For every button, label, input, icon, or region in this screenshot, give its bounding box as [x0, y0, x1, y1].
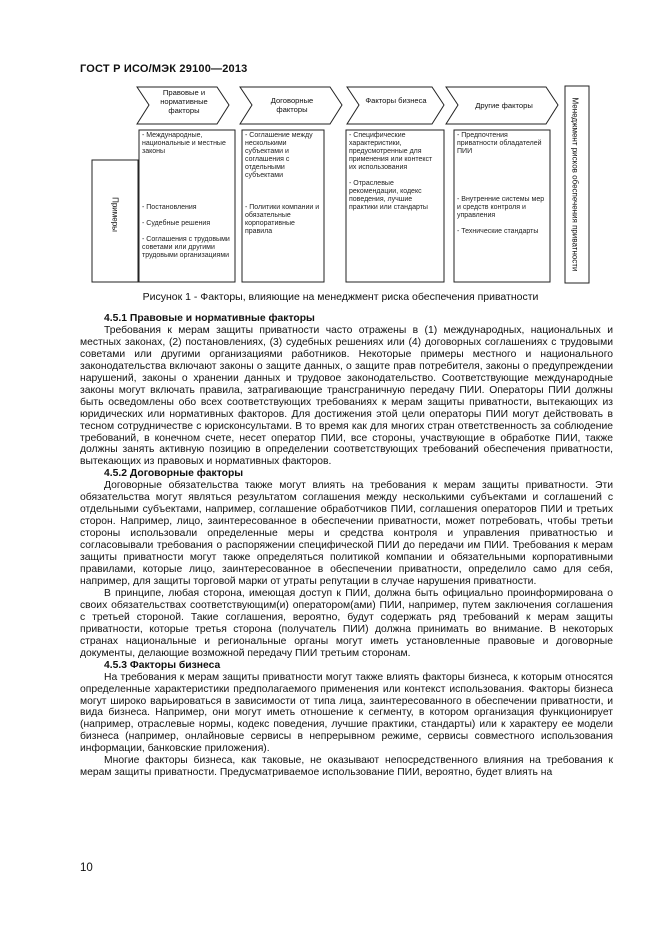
factors-diagram — [0, 0, 661, 300]
paragraph: Договорные обязательства также могут влиять на требования к мерам защиты приватности. Эти обязательства могут являться результатом соглашения между несколькими субъектами и соглашений с отдельными субъектами, например, соглашение обработчиков ПИИ, соглашения операторов ПИИ и третьих сторон. Например, лицо, заинтересованное в обеспечении приватности, может потребовать, чтобы третьи стороны использовали определенные меры и средства контроля и управления приватностью и согласовывали требования о распоряжении специфической ПИИ до передачи им ПИИ. Требования к мерам защиты приватности могут также определяться политикой компании и обязательными корпоративными правилами, которые лицо, заинтересованное в обеспечении приватности, определило само для себя, например, для защиты торговой марки от утраты репутации в случае нарушения приватности. — [80, 480, 613, 587]
risk-management-label: Менеджмент рисков обеспечения приватности — [570, 97, 580, 272]
chevron-business — [347, 87, 444, 124]
page-number: 10 — [80, 862, 93, 874]
chevron-other-label: Другие факторы — [475, 101, 533, 110]
figure-caption: Рисунок 1 - Факторы, влияющие на менеджмент риска обеспечения приватности — [142, 291, 539, 303]
paragraph: В принципе, любая сторона, имеющая доступ к ПИИ, должна быть официально проинформирована о своих обязательствах соответствующим(и) оператором(ами) ПИИ, например, путем заключения соглашения с третьей стороной. Такие соглашения, вероятно, будут содержать ряд требований к мерам защиты приватности, которые третья сторона (получатель ПИИ) должна принимать во внимание. В некоторых странах национальные и региональные органы могут иметь установленные правовые и договорные документы, делающие возможной передачу ПИИ третьим сторонам. — [80, 587, 613, 659]
paragraph: Требования к мерам защиты приватности часто отражены в (1) международных, национальных и местных законах, (2) постановлениях, (3) судебных решениях или (4) договорных соглашениях с трудовыми советами или другими организациями работников. Некоторые примеры местного и национального законодательства включают законы о защите данных, о защите прав потребителя, законы о предупреждении нарушений, законы о хранении данных и трудовое законодательство. Соответствующие международные законы могут включать правила, затрагивающие трансграничную передачу ПИИ. Операторы ПИИ должны быть осведомлены обо всех соответствующих требованиях к мерам защиты приватности, вытекающих из юридических или нормативных факторов. Для достижения этой цели операторы ПИИ могут действовать в тесном сотрудничестве с юрисконсультами. В то время как для многих стран ответственность за соблюдение требований, в конечном счете, несет оператор ПИИ, все стороны, участвующие в обработке ПИИ, также должны занять активную позицию в определении соответствующих требований обеспечения приватности, вытекающих из правовых и нормативных факторов. — [80, 324, 613, 468]
examples-label: Примеры — [110, 197, 120, 232]
paragraph: Многие факторы бизнеса, как таковые, не оказывают непосредственного влияния на требования к мерам защиты приватности. Предусматриваемое использование ПИИ, вероятно, будет влиять на — [80, 755, 613, 779]
section-heading-legal: 4.5.1 Правовые и нормативные факторы — [104, 313, 315, 324]
box-contract-text: - Соглашение между несколькими субъектами и соглашения с отдельными субъектами - Политики компании и обязательные корпоративные правила — [245, 132, 320, 235]
box-other-text: - Предпочтения приватности обладателей ПИИ - Внутренние системы мер и средств контроля и управления - Технические стандарты — [457, 132, 545, 235]
box-legal-text: - Международные, национальные и местные законы - Постановления - Судебные решения - Соглашения с трудовыми советами или другими трудовыми организациями — [142, 132, 230, 259]
section-heading-contract: 4.5.2 Договорные факторы — [104, 468, 244, 480]
chevron-contract-label: Договорные факторы — [270, 96, 314, 114]
body-text — [80, 313, 613, 779]
box-business-text: - Специфические характеристики, предусмотренные для применения или контекст их использования - Отраслевые рекомендации, кодекс поведения, лучшие практики или стандарты — [349, 132, 433, 211]
chevron-business-label: Факторы бизнеса — [365, 96, 427, 105]
section-heading-business: 4.5.3 Факторы бизнеса — [104, 659, 221, 671]
chevron-legal-label: Правовые и нормативные факторы — [160, 88, 208, 115]
document-header: ГОСТ Р ИСО/МЭК 29100—2013 — [80, 63, 248, 75]
paragraph: На требования к мерам защиты приватности могут также влиять факторы бизнеса, к которым относятся определенные характеристики предполагаемого применения или контекст использования. Факторы бизнеса могут широко варьироваться в зависимости от типа лица, заинтересованного в обеспечении приватности, и вида бизнеса. Например, они могут иметь отношение к сегменту, в котором организация функционирует (например, отраслевые нормы, кодекс поведения, лучшие практики, стандарты) или к характеру ее модели бизнеса (например, онлайновые сервисы в непрерывном режиме, сервисы совместного использования информации, банковские приложения). — [80, 671, 613, 755]
